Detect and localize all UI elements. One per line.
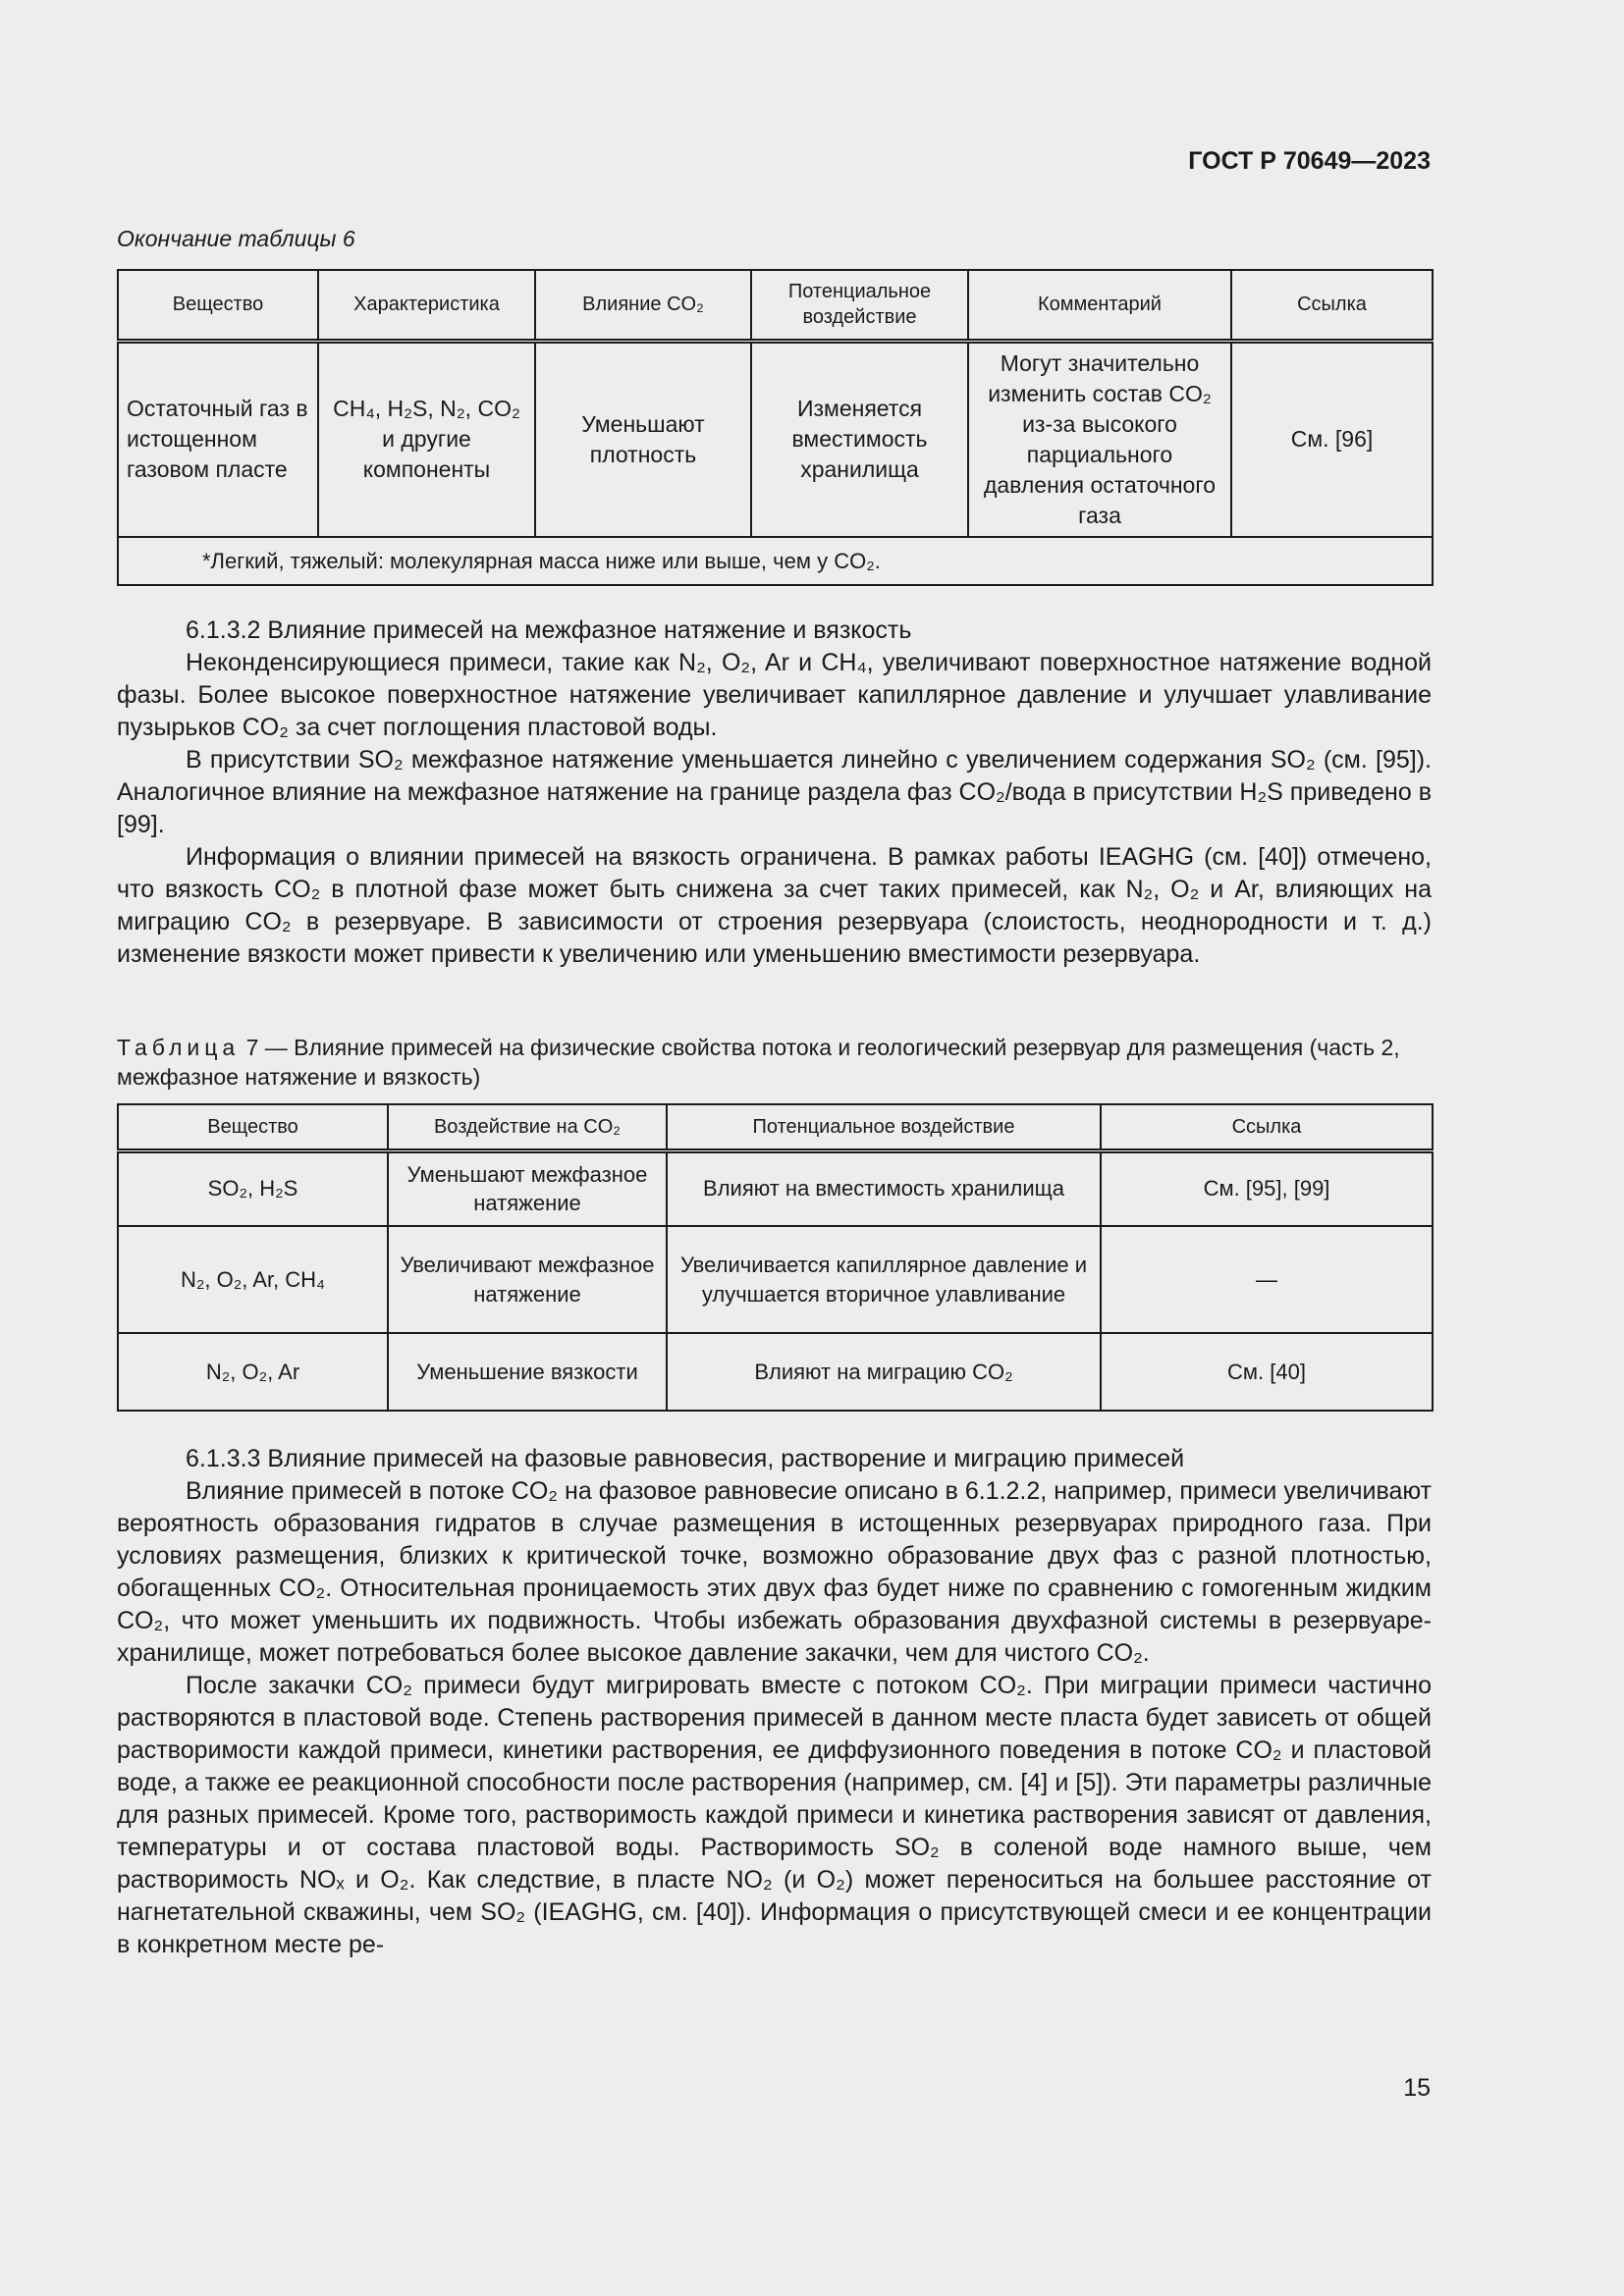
column-header: Влияние CO₂ bbox=[535, 270, 751, 341]
paragraph: Информация о влиянии примесей на вязкость ограничена. В рамках работы IEAGHG (см. [40]) отмечено, что вязкость CO₂ в плотной фазе может быть снижена за счет таких примесей, как N₂, O₂ и Ar, влияющих на миграцию CO₂ в резервуаре. В зависимости от строения резервуара (слоистость, неоднородности и т. д.) изменение вязкости может привести к увеличению или уменьшению вместимости резервуара. bbox=[117, 843, 1432, 968]
table-cell: Влияют на миграцию CO₂ bbox=[667, 1333, 1101, 1411]
table-cell: См. [40] bbox=[1101, 1333, 1433, 1411]
table-header-row bbox=[118, 270, 1433, 341]
table-cell: Влияют на вместимость хранилища bbox=[667, 1150, 1101, 1226]
column-header: Ссылка bbox=[1101, 1104, 1433, 1150]
table7-title bbox=[117, 1033, 1432, 1092]
paragraph: Неконденсирующиеся примеси, такие как N₂, O₂, Ar и CH₄, увеличивают поверхностное натяжение водной фазы. Более высокое поверхностное натяжение увеличивает капиллярное давление и улучшает улавливание пузырьков CO₂ за счет поглощения пластовой воды. bbox=[117, 649, 1432, 741]
table6-continuation-caption: Окончание таблицы 6 bbox=[117, 226, 355, 251]
table-cell: Уменьшают межфазное натяжение bbox=[388, 1150, 667, 1226]
section-heading: 6.1.3.3 Влияние примесей на фазовые равновесия, растворение и миграцию примесей bbox=[186, 1445, 1185, 1472]
table-cell: SO₂, H₂S bbox=[118, 1150, 388, 1226]
table-cell: Уменьшение вязкости bbox=[388, 1333, 667, 1411]
column-header: Вещество bbox=[118, 270, 318, 341]
table-cell: Увеличивается капиллярное давление и улучшается вторичное улавливание bbox=[667, 1226, 1101, 1333]
table-cell: CH₄, H₂S, N₂, CO₂ и другие компоненты bbox=[318, 341, 535, 537]
table-header-row bbox=[118, 1104, 1433, 1150]
table-cell: См. [95], [99] bbox=[1101, 1150, 1433, 1226]
table-cell: — bbox=[1101, 1226, 1433, 1333]
paragraph: После закачки CO₂ примеси будут мигрировать вместе с потоком CO₂. При миграции примеси частично растворяются в пластовой воде. Степень растворения примесей в данном месте пласта будет зависеть от общей растворимости каждой примеси, кинетики растворения, ее диффузионного поведения в потоке CO₂ и пластовой воде, а также ее реакционной способности после растворения (например, см. [4] и [5]). Эти параметры различные для разных примесей. Кроме того, растворимость каждой примеси и кинетика растворения зависят от давления, температуры и от состава пластовой воды. Растворимость SO₂ в соленой воде намного выше, чем растворимость NOₓ и O₂. Как следствие, в пласте NO₂ (и O₂) может переноситься на большее расстояние от нагнетательной скважины, чем SO₂ (IEAGHG, см. [40]). Информация о присутствующей смеси и ее концентрации в конкретном месте ре- bbox=[117, 1672, 1432, 1958]
column-header: Вещество bbox=[118, 1104, 388, 1150]
table-cell: Изменяется вместимость хранилища bbox=[751, 341, 968, 537]
table-cell: Уменьшают плотность bbox=[535, 341, 751, 537]
column-header: Характеристика bbox=[318, 270, 535, 341]
table-note-row bbox=[118, 537, 1433, 585]
table-cell: N₂, O₂, Ar, CH₄ bbox=[118, 1226, 388, 1333]
table-7 bbox=[117, 1103, 1434, 1412]
table-cell: N₂, O₂, Ar bbox=[118, 1333, 388, 1411]
column-header: Воздействие на CO₂ bbox=[388, 1104, 667, 1150]
table-6 bbox=[117, 269, 1434, 586]
column-header: Потенциальное воздействие bbox=[751, 270, 968, 341]
paragraph: В присутствии SO₂ межфазное натяжение уменьшается линейно с увеличением содержания SO₂ (см. [95]). Аналогичное влияние на межфазное натяжение на границе раздела фаз CO₂/вода в присутствии H₂S приведено в [99]. bbox=[117, 746, 1432, 838]
column-header: Комментарий bbox=[968, 270, 1231, 341]
page-number: 15 bbox=[1403, 2074, 1431, 2102]
column-header: Ссылка bbox=[1231, 270, 1433, 341]
column-header: Потенциальное воздействие bbox=[667, 1104, 1101, 1150]
document-code: ГОСТ Р 70649—2023 bbox=[1188, 147, 1431, 175]
table-row bbox=[118, 1333, 1433, 1411]
table-number: 7 bbox=[245, 1035, 259, 1060]
section-heading: 6.1.3.2 Влияние примесей на межфазное натяжение и вязкость bbox=[186, 616, 912, 644]
table-cell: Остаточный газ в истощенном газовом пласте bbox=[118, 341, 318, 537]
paragraph: Влияние примесей в потоке CO₂ на фазовое равновесие описано в 6.1.2.2, например, примеси увеличивают вероятность образования гидратов в случае размещения в истощенных резервуарах природного газа. При условиях размещения, близких к критической точке, возможно образование двух фаз с разной плотностью, обогащенных CO₂. Относительная проницаемость этих двух фаз будет ниже по сравнению с гомогенным жидким CO₂, что может уменьшить их подвижность. Чтобы избежать образования двухфазной системы в резервуаре-хранилище, может потребоваться более высокое давление закачки, чем для чистого CO₂. bbox=[117, 1477, 1432, 1667]
table-row bbox=[118, 1150, 1433, 1226]
table-row bbox=[118, 1226, 1433, 1333]
table-row bbox=[118, 341, 1433, 537]
section-6-1-3-3 bbox=[117, 1443, 1432, 1961]
section-6-1-3-2 bbox=[117, 614, 1432, 971]
table-note: *Легкий, тяжелый: молекулярная масса ниже или выше, чем у CO₂. bbox=[118, 537, 1433, 585]
table-label: Таблица bbox=[117, 1035, 241, 1060]
table-title-text: — Влияние примесей на физические свойства потока и геологический резервуар для размещения (часть 2, межфазное натяжение и вязкость) bbox=[117, 1035, 1400, 1090]
table-cell: См. [96] bbox=[1231, 341, 1433, 537]
table-cell: Увеличивают межфазное натяжение bbox=[388, 1226, 667, 1333]
table-cell: Могут значительно изменить состав CO₂ из-за высокого парциального давления остаточного газа bbox=[968, 341, 1231, 537]
